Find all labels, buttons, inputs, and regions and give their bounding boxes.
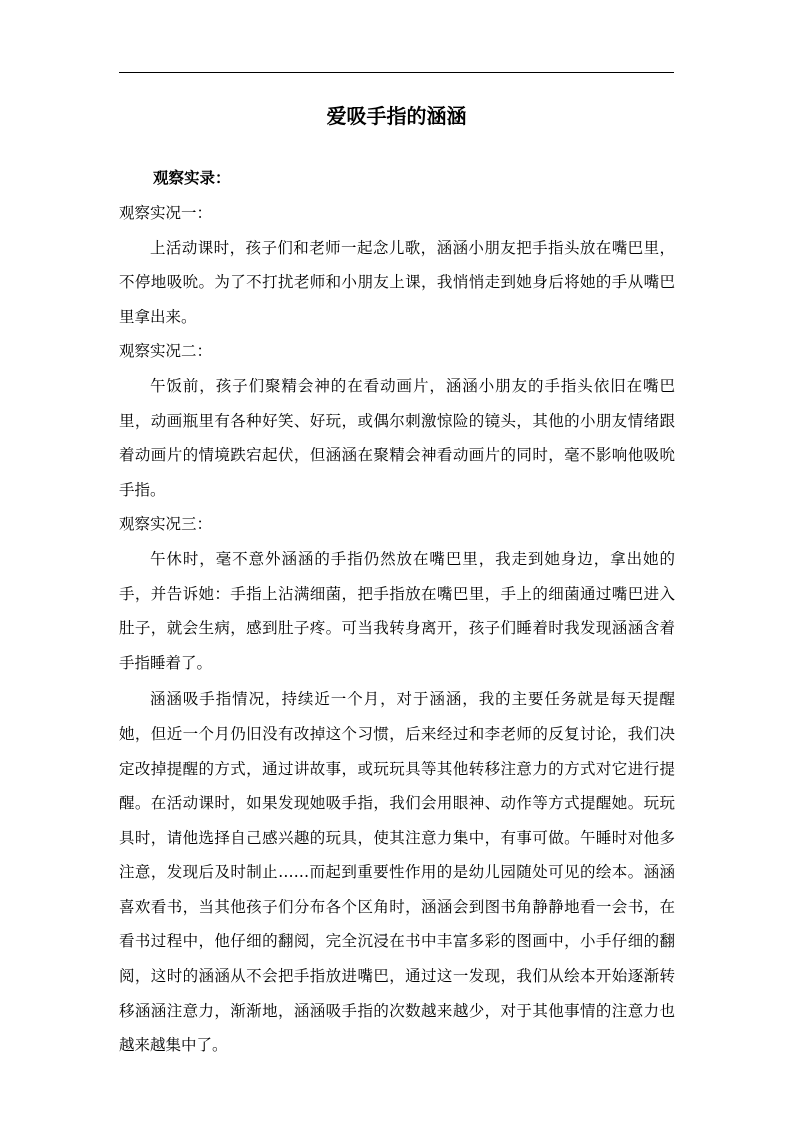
header-rule <box>119 72 674 73</box>
observation-label-2: 观察实况二： <box>119 342 213 361</box>
observation-text-1: 上活动课时，孩子们和老师一起念儿歌，涵涵小朋友把手指头放在嘴巴里，不停地吸吮。为了不打扰老师和小朋友上课，我悄悄走到她身后将她的手从嘴巴里拿出来。 <box>119 238 675 326</box>
observation-text-3: 午休时，毫不意外涵涵的手指仍然放在嘴巴里，我走到她身边，拿出她的手，并告诉她：手指上沾满细菌，把手指放在嘴巴里，手上的细菌通过嘴巴进入肚子，就会生病，感到肚子疼。可当我转身离开，孩子们睡着时我发现涵涵含着手指睡着了。 <box>119 549 675 672</box>
observation-label-3: 观察实况三： <box>119 515 213 534</box>
section-heading: 观察实录： <box>153 168 231 187</box>
page-title: 爱吸手指的涵涵 <box>326 104 467 128</box>
summary-paragraph: 涵涵吸手指情况，持续近一个月，对于涵涵，我的主要任务就是每天提醒她，但近一个月仍旧没有改掉这个习惯，后来经过和李老师的反复讨论，我们决定改掉提醒的方式，通过讲故事，或玩玩具等其他转移注意力的方式对它进行提醒。在活动课时，如果发现她吸手指，我们会用眼神、动作等方式提醒她。玩玩具时，请他选择自己感兴趣的玩具，使其注意力集中，有事可做。午睡时对他多注意，发现后及时制止……而起到重要性作用的是幼儿园随处可见的绘本。涵涵喜欢看书，当其他孩子们分布各个区角时，涵涵会到图书角静静地看一会书，在看书过程中，他仔细的翻阅，完全沉浸在书中丰富多彩的图画中，小手仔细的翻阅，这时的涵涵从不会把手指放进嘴巴，通过这一发现，我们从绘本开始逐渐转移涵涵注意力，渐渐地，涵涵吸手指的次数越来越少，对于其他事情的注意力也越来越集中了。 <box>119 690 675 1055</box>
document-body <box>119 160 675 1063</box>
observation-text-2: 午饭前，孩子们聚精会神的在看动画片，涵涵小朋友的手指头依旧在嘴巴里，动画瓶里有各种好笑、好玩，或偶尔刺激惊险的镜头，其他的小朋友情绪跟着动画片的情境跌宕起伏，但涵涵在聚精会神看动画片的同时，毫不影响他吸吮手指。 <box>119 376 675 499</box>
observation-label-1: 观察实况一： <box>119 204 213 222</box>
